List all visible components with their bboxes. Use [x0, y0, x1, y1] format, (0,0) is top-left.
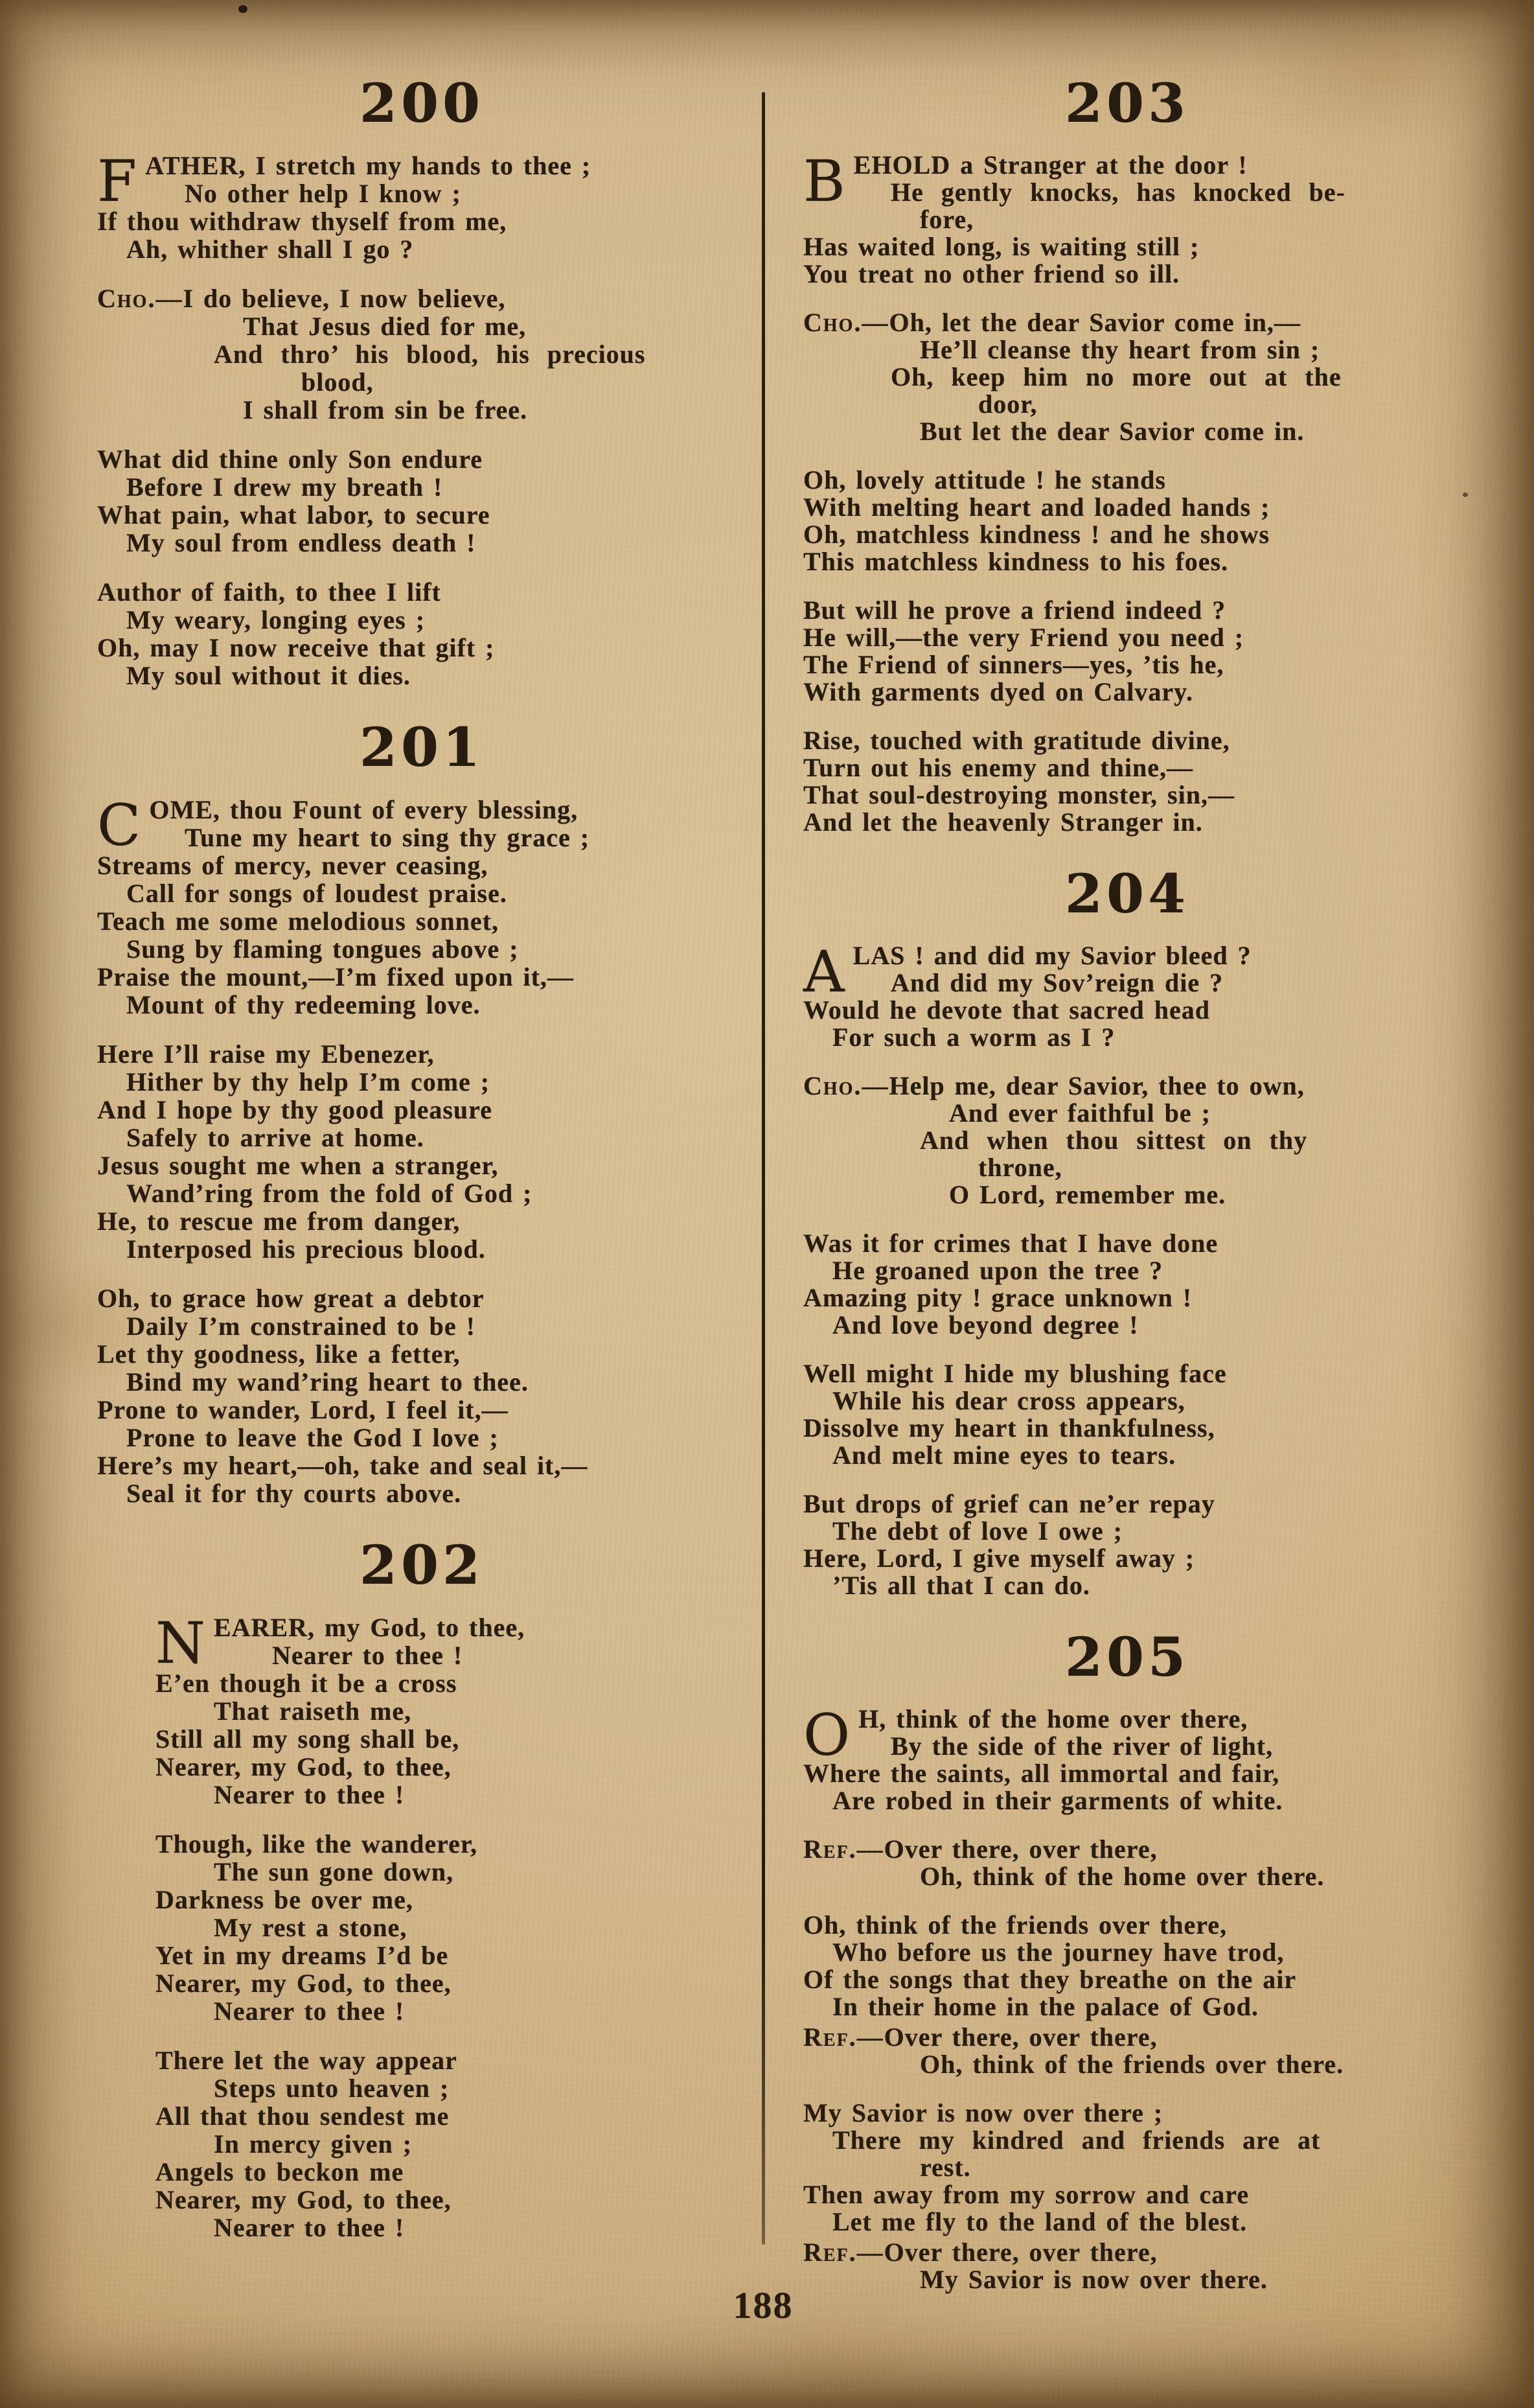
- page-number: 188: [733, 2284, 794, 2326]
- drop-cap-letter: B: [803, 148, 846, 214]
- verse-line: Are robed in their garments of white.: [832, 1786, 1283, 1815]
- verse-line: Was it for crimes that I have done: [803, 1229, 1219, 1258]
- verse-line: door,: [978, 389, 1038, 419]
- verse-line: Mount of thy redeeming love.: [126, 990, 481, 1019]
- drop-cap-letter: F: [97, 148, 138, 214]
- hymn-number: 201: [359, 717, 485, 779]
- verse-line: Teach me some melodious sonnet,: [97, 907, 499, 936]
- verse-line: Who before us the journey have trod,: [832, 1938, 1285, 1967]
- verse-line: Has waited long, is waiting still ;: [803, 232, 1200, 261]
- verse-line: Of the songs that they breathe on the air: [803, 1965, 1297, 1994]
- verse-line: My weary, longing eyes ;: [126, 605, 426, 634]
- verse-line: Seal it for thy courts above.: [126, 1479, 462, 1508]
- verse-line: What did thine only Son endure: [97, 445, 483, 474]
- verse-line: Here, Lord, I give myself away ;: [803, 1544, 1195, 1573]
- verse-line: Where the saints, all immortal and fair,: [803, 1759, 1280, 1788]
- verse-line: BEHOLD a Stranger at the door !: [803, 148, 1248, 214]
- hymn-202: [97, 1534, 746, 2242]
- stanza-verse: [97, 2046, 746, 2241]
- column-divider: [762, 92, 765, 2245]
- verse-line: Let me fly to the land of the blest.: [832, 2207, 1248, 2236]
- verse-line: Cho.—I do believe, I now believe,: [97, 284, 506, 313]
- verse-line: FATHER, I stretch my hands to thee ;: [97, 148, 591, 214]
- chorus-label: Ref.—: [803, 2022, 884, 2052]
- verse-line: Cho.—Oh, let the dear Savior come in,—: [803, 308, 1301, 337]
- hymn-number: 203: [1064, 73, 1190, 135]
- ink-fleck: [238, 5, 247, 13]
- verse-line: Author of faith, to thee I lift: [97, 577, 441, 607]
- verse-line: O H, think of the home over there,: [803, 1702, 1248, 1768]
- verse-line: Tune my heart to sing thy grace ;: [185, 823, 590, 852]
- stanza-chorus: [803, 309, 1451, 445]
- verse-line: He groaned upon the tree ?: [832, 1256, 1163, 1285]
- hymn-200: [97, 75, 746, 689]
- verse-line: And thro’ his blood, his precious: [214, 340, 646, 369]
- stanza-verse: [803, 938, 1451, 1052]
- drop-cap-letter: C: [97, 792, 142, 859]
- verse-line: Hither by thy help I’m come ;: [126, 1067, 490, 1096]
- stanza-verse: [803, 2100, 1451, 2236]
- verse-line: By the side of the river of light,: [891, 1731, 1274, 1761]
- stanza-verse: [97, 1284, 746, 1507]
- verse-line: Oh, think of the friends over there,: [803, 1910, 1228, 1939]
- left-column: [97, 75, 746, 2241]
- verse-line: Would he devote that sacred head: [803, 995, 1210, 1025]
- stanza-refrain: [803, 2239, 1451, 2293]
- chorus-label: Ref.—: [803, 1835, 884, 1864]
- verse-line: Here’s my heart,—oh, take and seal it,—: [97, 1451, 588, 1480]
- verse-line: But will he prove a friend indeed ?: [803, 596, 1226, 625]
- stanza-verse: [97, 792, 746, 1019]
- verse-line: rest.: [920, 2153, 971, 2182]
- verse-line: And let the heavenly Stranger in.: [803, 807, 1203, 837]
- drop-cap-letter: O: [803, 1702, 851, 1768]
- chorus-label: Ref.—: [803, 2238, 884, 2267]
- verse-line: Oh, think of the friends over there.: [920, 2050, 1344, 2079]
- verse-line: Praise the mount,—I’m fixed upon it,—: [97, 962, 574, 991]
- verse-line: Then away from my sorrow and care: [803, 2180, 1250, 2209]
- verse-line: Though, like the wanderer,: [155, 1829, 477, 1858]
- verse-line: That soul-destroying monster, sin,—: [803, 780, 1235, 809]
- verse-line: Oh, to grace how great a debtor: [97, 1284, 485, 1313]
- verse-line: Bind my wand’ring heart to thee.: [126, 1367, 529, 1396]
- verse-line: In their home in the palace of God.: [832, 1992, 1259, 2021]
- stanza-verse: [97, 1040, 746, 1263]
- stanza-verse: [803, 1360, 1451, 1469]
- right-column: [803, 75, 1451, 2293]
- verse-line: Call for songs of loudest praise.: [126, 879, 507, 908]
- verse-line: Rise, touched with gratitude divine,: [803, 726, 1230, 755]
- verse-line: Nearer to thee !: [214, 2213, 405, 2242]
- hymn-203: [803, 75, 1451, 836]
- verse-line: And melt mine eyes to tears.: [832, 1441, 1176, 1470]
- verse-line: My Savior is now over there.: [920, 2265, 1268, 2294]
- verse-line: Steps unto heaven ;: [214, 2074, 450, 2103]
- verse-line: In mercy given ;: [214, 2129, 413, 2159]
- verse-line: For such a worm as I ?: [832, 1023, 1116, 1052]
- verse-line: The sun gone down,: [214, 1857, 454, 1886]
- stanza-refrain: [803, 2024, 1451, 2078]
- verse-line: Nearer to thee !: [272, 1641, 463, 1670]
- verse-line: Oh, lovely attitude ! he stands: [803, 465, 1166, 494]
- stanza-verse: [803, 148, 1451, 288]
- verse-line: My Savior is now over there ;: [803, 2098, 1163, 2127]
- stanza-verse: [97, 1830, 746, 2025]
- verse-line: Safely to arrive at home.: [126, 1123, 424, 1152]
- verse-line: And ever faithful be ;: [949, 1098, 1211, 1128]
- verse-line: Cho.—Help me, dear Savior, thee to own,: [803, 1071, 1305, 1100]
- verse-line: Turn out his enemy and thine,—: [803, 753, 1193, 782]
- stanza-verse: [97, 578, 746, 689]
- verse-line: The Friend of sinners—yes, ’tis he,: [803, 650, 1224, 679]
- verse-line: O Lord, remember me.: [949, 1180, 1226, 1209]
- verse-line: The debt of love I owe ;: [832, 1516, 1123, 1546]
- verse-line: Nearer, my God, to thee,: [155, 2185, 452, 2214]
- verse-line: Sung by flaming tongues above ;: [126, 934, 519, 964]
- stanza-refrain: [803, 1836, 1451, 1890]
- chorus-label: Cho.—: [803, 1071, 889, 1100]
- verse-line: E’en though it be a cross: [155, 1669, 457, 1698]
- verse-line: Before I drew my breath !: [126, 472, 443, 502]
- stanza-chorus: [97, 284, 746, 424]
- verse-line: Oh, matchless kindness ! and he shows: [803, 520, 1270, 549]
- verse-line: Ref.—Over there, over there,: [803, 2022, 1158, 2052]
- verse-line: ALAS ! and did my Savior bleed ?: [803, 938, 1252, 1005]
- verse-line: My rest a stone,: [214, 1913, 407, 1942]
- chorus-label: Cho.—: [803, 308, 889, 337]
- verse-line: Dissolve my heart in thankfulness,: [803, 1413, 1215, 1442]
- hymn-number: 204: [1064, 863, 1190, 925]
- verse-line: Still all my song shall be,: [155, 1724, 460, 1754]
- verse-line: But let the dear Savior come in.: [920, 417, 1305, 446]
- stanza-verse: [97, 1610, 746, 1809]
- verse-line: Daily I’m constrained to be !: [126, 1312, 475, 1341]
- stanza-verse: [803, 1490, 1451, 1599]
- hymn-204: [803, 863, 1451, 1600]
- verse-line: Jesus sought me when a stranger,: [97, 1151, 499, 1180]
- verse-line: Nearer, my God, to thee,: [155, 1752, 452, 1781]
- verse-line: COME, thou Fount of every blessing,: [97, 792, 578, 859]
- verse-line: And I hope by thy good pleasure: [97, 1095, 492, 1124]
- verse-line: Prone to leave the God I love ;: [126, 1423, 499, 1452]
- verse-line: My soul from endless death !: [126, 528, 476, 557]
- verse-line: He will,—the very Friend you need ;: [803, 623, 1244, 652]
- verse-line: throne,: [978, 1153, 1062, 1182]
- verse-line: There my kindred and friends are at: [832, 2125, 1321, 2155]
- verse-line: But drops of grief can ne’er repay: [803, 1489, 1215, 1518]
- verse-line: And love beyond degree !: [832, 1310, 1139, 1339]
- stanza-verse: [97, 148, 746, 264]
- verse-line: With melting heart and loaded hands ;: [803, 492, 1270, 522]
- verse-line: If thou withdraw thyself from me,: [97, 207, 507, 236]
- verse-line: With garments dyed on Calvary.: [803, 677, 1193, 706]
- verse-line: Ah, whither shall I go ?: [126, 235, 414, 264]
- verse-line: Well might I hide my blushing face: [803, 1359, 1227, 1388]
- verse-line: Wand’ring from the fold of God ;: [126, 1179, 532, 1208]
- verse-line: Ref.—Over there, over there,: [803, 1835, 1158, 1864]
- stanza-verse: [803, 467, 1451, 575]
- verse-line: Nearer to thee !: [214, 1997, 405, 2026]
- verse-line: Nearer, my God, to thee,: [155, 1969, 452, 1998]
- hymn-205: [803, 1629, 1451, 2293]
- drop-cap-letter: N: [155, 1610, 206, 1676]
- verse-line: Oh, keep him no more out at the: [891, 362, 1342, 391]
- stanza-verse: [803, 1230, 1451, 1339]
- verse-line: fore,: [920, 205, 974, 234]
- verse-line: Let thy goodness, like a fetter,: [97, 1339, 461, 1369]
- verse-line: Prone to wander, Lord, I feel it,—: [97, 1395, 509, 1424]
- verse-line: And when thou sittest on thy: [920, 1126, 1308, 1155]
- hymn-number: 200: [359, 73, 485, 135]
- verse-line: He’ll cleanse thy heart from sin ;: [920, 335, 1320, 364]
- verse-line: Streams of mercy, never ceasing,: [97, 851, 488, 880]
- verse-line: blood,: [301, 367, 374, 397]
- chorus-label: Cho.—: [97, 284, 183, 313]
- verse-line: There let the way appear: [155, 2046, 457, 2075]
- stanza-verse: [803, 597, 1451, 706]
- verse-line: While his dear cross appears,: [832, 1386, 1185, 1415]
- drop-cap-letter: A: [803, 938, 845, 1005]
- verse-line: Here I’ll raise my Ebenezer,: [97, 1039, 435, 1069]
- verse-line: And did my Sov’reign die ?: [891, 968, 1224, 997]
- stanza-verse: [97, 445, 746, 557]
- verse-line: I shall from sin be free.: [243, 395, 528, 424]
- stanza-chorus: [803, 1072, 1451, 1209]
- verse-line: What pain, what labor, to secure: [97, 500, 490, 529]
- verse-line: He, to rescue me from danger,: [97, 1207, 461, 1236]
- stanza-verse: [803, 727, 1451, 836]
- verse-line: My soul without it dies.: [126, 661, 411, 690]
- verse-line: All that thou sendest me: [155, 2101, 450, 2131]
- hymn-number: 202: [359, 1534, 485, 1597]
- verse-line: Nearer to thee !: [214, 1780, 405, 1809]
- verse-line: Ref.—Over there, over there,: [803, 2238, 1158, 2267]
- verse-line: Amazing pity ! grace unknown !: [803, 1283, 1193, 1312]
- verse-line: Oh, may I now receive that gift ;: [97, 633, 495, 662]
- verse-line: That Jesus died for me,: [243, 312, 527, 341]
- verse-line: Yet in my dreams I’d be: [155, 1941, 449, 1970]
- hymn-201: [97, 719, 746, 1507]
- verse-line: This matchless kindness to his foes.: [803, 547, 1229, 576]
- verse-line: NEARER, my God, to thee,: [155, 1610, 525, 1676]
- verse-line: Angels to beckon me: [155, 2157, 404, 2186]
- verse-line: Oh, think of the home over there.: [920, 1862, 1325, 1891]
- verse-line: ’Tis all that I can do.: [832, 1571, 1090, 1600]
- ink-fleck: [1463, 492, 1468, 497]
- verse-line: That raiseth me,: [214, 1696, 412, 1726]
- verse-line: Interposed his precious blood.: [126, 1234, 486, 1264]
- verse-line: Darkness be over me,: [155, 1885, 413, 1914]
- stanza-verse: [803, 1702, 1451, 1815]
- verse-line: No other help I know ;: [185, 179, 461, 208]
- verse-line: He gently knocks, has knocked be-: [891, 178, 1345, 207]
- stanza-verse: [803, 1912, 1451, 2020]
- hymn-number: 205: [1064, 1627, 1190, 1689]
- verse-line: You treat no other friend so ill.: [803, 259, 1180, 288]
